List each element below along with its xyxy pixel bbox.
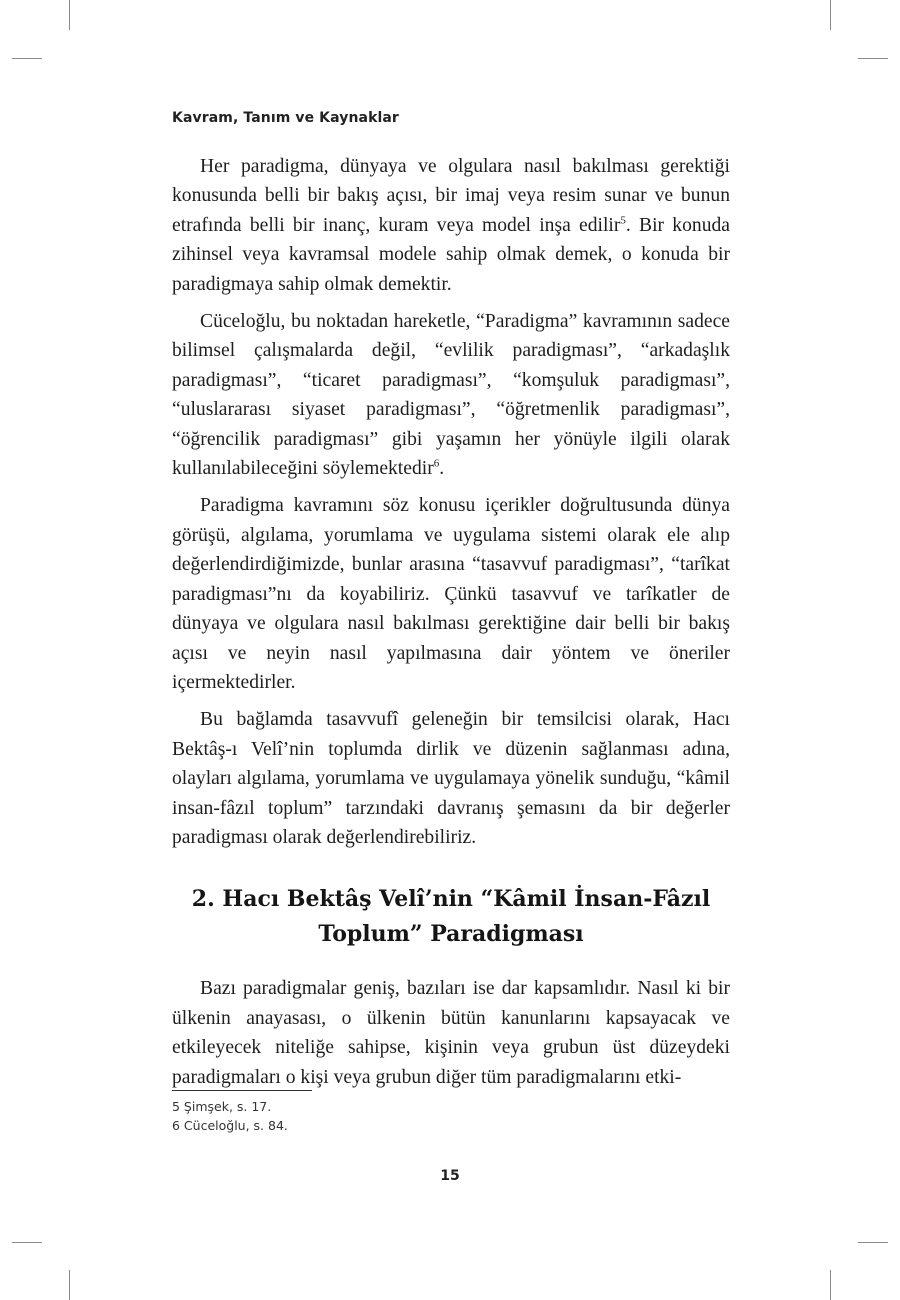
section-heading-line-2: Toplum” Paradigması — [318, 921, 584, 948]
crop-mark-top-right — [830, 0, 831, 30]
footnote-ref-6: 6 — [433, 457, 440, 470]
footnote-5: 5 Şimşek, s. 17. — [172, 1099, 272, 1114]
paragraph-1-text: Her paradigma, dünyaya ve olgulara nasıl bakılması gerektiği konusunda belli bir bakış açısı, bir imaj veya resim sunar ve bunun etrafında belli bir inanç, kuram veya model inşa edilir — [172, 156, 730, 236]
footnote-ref-5: 5 — [620, 214, 626, 227]
section-heading-line-1: 2. Hacı Bektâş Velî’nin “Kâmil İnsan-Fâzıl — [191, 886, 711, 913]
crop-mark-bottom-right — [830, 1270, 831, 1300]
paragraph-2 — [172, 307, 730, 483]
running-head: Kavram, Tanım ve Kaynaklar — [172, 110, 399, 126]
paragraph-4: Bu bağlamda tasavvufî geleneğin bir temsilcisi olarak, Hacı Bektâş-ı Velî’nin toplumda dirlik ve düzenin sağlanması adına, olayları algılama, yorumlama ve uygulamaya yönelik sunduğu, “kâmil insan-fâzıl toplum” tarzındaki davranış şemasını da bir değerler paradigması olarak değerlendirebiliriz. — [172, 709, 730, 848]
crop-mark-top-left — [69, 0, 70, 30]
crop-mark-left-top — [12, 58, 42, 59]
paragraph-1-text-cont: . Bir konuda zihinsel veya kavramsal modele sahip olmak demek, o konuda bir paradigmaya sahip olmak demektir. — [172, 214, 730, 295]
footnote-rule — [172, 1090, 312, 1091]
paragraph-2-text: Cüceloğlu, bu noktadan hareketle, “Paradigma” kavramının sadece bilimsel çalışmalarda değil, “evlilik paradigması”, “arkadaşlık paradigması”, “ticaret paradigması”, “komşuluk paradigması”, “uluslararası siyaset paradigması”, “öğretmenlik paradigması”, “öğrencilik paradigması” gibi yaşamın her yönüyle ilgili olarak kullanılabileceğini söylemektedir — [172, 311, 730, 480]
crop-mark-bottom-left — [69, 1270, 70, 1300]
section-heading — [172, 882, 730, 952]
crop-mark-right-top — [858, 58, 888, 59]
paragraph-3: Paradigma kavramını söz konusu içerikler doğrultusunda dünya görüşü, algılama, yorumlama ve uygulama sistemi olarak ele alıp değerlendirdiğimizde, bunlar arasına “tasavvuf paradigması”, “tarîkat paradigması”nı da koyabiliriz. Çünkü tasavvuf ve tarîkatler de dünyaya ve olgulara nasıl bakılması gerektiğine dair belli bir bakış açısı ve neyin nasıl yapılmasına dair yöntem ve öneriler içermektedirler. — [172, 495, 730, 693]
body-text — [172, 152, 730, 1100]
footnotes — [172, 1097, 288, 1135]
crop-mark-left-bottom — [12, 1242, 42, 1243]
page-number: 15 — [440, 1168, 460, 1184]
paragraph-1 — [172, 152, 730, 299]
paragraph-5: Bazı paradigmalar geniş, bazıları ise dar kapsamlıdır. Nasıl ki bir ülkenin anayasası, o ülkenin bütün kanunlarını kapsayacak ve etkileyecek niteliğe sahipse, kişinin veya grubun üst düzeydeki paradigmaları o kişi veya grubun diğer tüm paradigmalarını etki- — [172, 978, 730, 1088]
crop-mark-right-bottom — [858, 1242, 888, 1243]
footnote-6: 6 Cüceloğlu, s. 84. — [172, 1118, 288, 1133]
paragraph-2-text-cont: . — [439, 458, 445, 480]
